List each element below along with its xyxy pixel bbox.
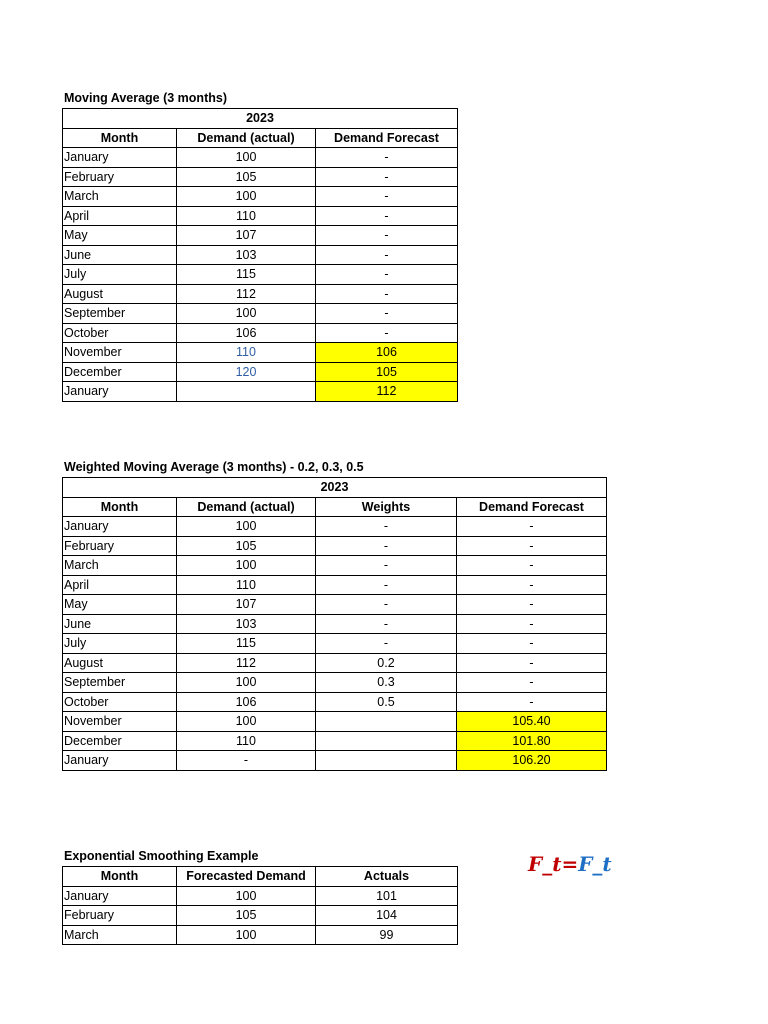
month-cell: September <box>63 304 177 324</box>
actual-cell: 100 <box>177 187 316 207</box>
actual-cell: 104 <box>316 906 458 926</box>
month-cell: November <box>63 343 177 363</box>
moving-average-title: Moving Average (3 months) <box>64 91 227 105</box>
month-cell: August <box>63 653 177 673</box>
month-cell: January <box>63 517 177 537</box>
column-header: Forecasted Demand <box>177 867 316 887</box>
weight-cell <box>316 751 457 771</box>
actual-cell: 107 <box>177 595 316 615</box>
forecast-cell: - <box>457 692 607 712</box>
column-header: Month <box>63 497 177 517</box>
table-row <box>63 731 607 751</box>
month-cell: January <box>63 751 177 771</box>
moving-average-table <box>62 108 458 402</box>
table-row <box>63 148 458 168</box>
table-row <box>63 323 458 343</box>
table-row <box>63 925 458 945</box>
column-header: Month <box>63 128 177 148</box>
forecast-cell: - <box>457 595 607 615</box>
table-row <box>63 653 607 673</box>
month-cell: December <box>63 362 177 382</box>
actual-cell: 120 <box>177 362 316 382</box>
table-row <box>63 517 607 537</box>
exponential-smoothing-title: Exponential Smoothing Example <box>64 849 259 863</box>
actual-cell: 106 <box>177 692 316 712</box>
forecast-cell: 105.40 <box>457 712 607 732</box>
table-row <box>63 382 458 402</box>
column-header: Demand Forecast <box>457 497 607 517</box>
weighted-moving-average-table <box>62 477 607 771</box>
actual-cell: 100 <box>177 304 316 324</box>
weight-cell <box>316 731 457 751</box>
month-cell: October <box>63 323 177 343</box>
actual-cell: 100 <box>177 556 316 576</box>
month-cell: February <box>63 167 177 187</box>
table-row <box>63 634 607 654</box>
month-cell: July <box>63 634 177 654</box>
month-cell: January <box>63 148 177 168</box>
actual-cell: 115 <box>177 634 316 654</box>
forecast-cell: 105 <box>177 906 316 926</box>
table-row <box>63 284 458 304</box>
actual-cell: 105 <box>177 536 316 556</box>
table-row <box>63 712 607 732</box>
actual-cell: 112 <box>177 653 316 673</box>
table-row <box>63 187 458 207</box>
weight-cell: - <box>316 614 457 634</box>
month-cell: June <box>63 245 177 265</box>
formula-part-red: F_t= <box>528 852 579 876</box>
forecast-cell: - <box>316 284 458 304</box>
table-row <box>63 536 607 556</box>
forecast-cell: - <box>316 167 458 187</box>
year-header: 2023 <box>63 478 607 498</box>
year-header: 2023 <box>63 109 458 129</box>
forecast-cell: - <box>457 634 607 654</box>
month-cell: September <box>63 673 177 693</box>
actual-cell: - <box>177 751 316 771</box>
forecast-cell: 106.20 <box>457 751 607 771</box>
actual-cell <box>177 382 316 402</box>
month-cell: December <box>63 731 177 751</box>
actual-cell: 110 <box>177 343 316 363</box>
forecast-cell: - <box>316 226 458 246</box>
weight-cell: 0.3 <box>316 673 457 693</box>
actual-cell: 110 <box>177 575 316 595</box>
table-row <box>63 226 458 246</box>
weighted-moving-average-title: Weighted Moving Average (3 months) - 0.2, 0.3, 0.5 <box>64 460 364 474</box>
actual-cell: 110 <box>177 206 316 226</box>
weight-cell: - <box>316 536 457 556</box>
actual-cell: 103 <box>177 245 316 265</box>
table-row <box>63 886 458 906</box>
forecast-cell: - <box>316 187 458 207</box>
forecast-cell: - <box>457 517 607 537</box>
forecast-cell: - <box>316 304 458 324</box>
exponential-smoothing-table <box>62 866 458 945</box>
weight-cell: 0.5 <box>316 692 457 712</box>
actual-cell: 100 <box>177 673 316 693</box>
month-cell: May <box>63 595 177 615</box>
month-cell: January <box>63 886 177 906</box>
table-row <box>63 614 607 634</box>
actual-cell: 100 <box>177 712 316 732</box>
month-cell: April <box>63 206 177 226</box>
table-row <box>63 673 607 693</box>
actual-cell: 101 <box>316 886 458 906</box>
month-cell: October <box>63 692 177 712</box>
forecast-cell: 101.80 <box>457 731 607 751</box>
month-cell: March <box>63 187 177 207</box>
forecast-cell: - <box>316 323 458 343</box>
month-cell: March <box>63 556 177 576</box>
table-row <box>63 575 607 595</box>
table-row <box>63 556 607 576</box>
table-row <box>63 245 458 265</box>
actual-cell: 112 <box>177 284 316 304</box>
table-row <box>63 595 607 615</box>
forecast-cell: - <box>457 614 607 634</box>
table-row <box>63 265 458 285</box>
forecast-cell: 105 <box>316 362 458 382</box>
actual-cell: 100 <box>177 148 316 168</box>
column-header: Actuals <box>316 867 458 887</box>
column-header: Weights <box>316 497 457 517</box>
forecast-cell: - <box>316 206 458 226</box>
forecast-cell: 112 <box>316 382 458 402</box>
weight-cell: - <box>316 595 457 615</box>
forecast-cell: - <box>457 575 607 595</box>
table-row <box>63 167 458 187</box>
actual-cell: 100 <box>177 517 316 537</box>
month-cell: August <box>63 284 177 304</box>
weight-cell <box>316 712 457 732</box>
actual-cell: 103 <box>177 614 316 634</box>
actual-cell: 99 <box>316 925 458 945</box>
column-header: Month <box>63 867 177 887</box>
forecast-cell: - <box>457 673 607 693</box>
forecast-cell: - <box>316 148 458 168</box>
month-cell: June <box>63 614 177 634</box>
month-cell: April <box>63 575 177 595</box>
column-header: Demand Forecast <box>316 128 458 148</box>
forecast-cell: - <box>457 536 607 556</box>
forecast-cell: - <box>457 556 607 576</box>
forecast-cell: 100 <box>177 925 316 945</box>
weight-cell: - <box>316 575 457 595</box>
actual-cell: 115 <box>177 265 316 285</box>
forecast-cell: 100 <box>177 886 316 906</box>
table-row <box>63 362 458 382</box>
weight-cell: - <box>316 556 457 576</box>
actual-cell: 106 <box>177 323 316 343</box>
month-cell: February <box>63 906 177 926</box>
weight-cell: 0.2 <box>316 653 457 673</box>
actual-cell: 107 <box>177 226 316 246</box>
table-row <box>63 343 458 363</box>
table-row <box>63 751 607 771</box>
formula-image <box>528 852 612 876</box>
table-row <box>63 692 607 712</box>
month-cell: May <box>63 226 177 246</box>
month-cell: January <box>63 382 177 402</box>
column-header: Demand (actual) <box>177 128 316 148</box>
month-cell: March <box>63 925 177 945</box>
month-cell: November <box>63 712 177 732</box>
forecast-cell: - <box>316 265 458 285</box>
weight-cell: - <box>316 517 457 537</box>
table-row <box>63 906 458 926</box>
actual-cell: 110 <box>177 731 316 751</box>
forecast-cell: 106 <box>316 343 458 363</box>
forecast-cell: - <box>316 245 458 265</box>
forecast-cell: - <box>457 653 607 673</box>
table-row <box>63 206 458 226</box>
table-row <box>63 304 458 324</box>
formula-part-blue: F_t <box>578 852 612 876</box>
weight-cell: - <box>316 634 457 654</box>
month-cell: February <box>63 536 177 556</box>
actual-cell: 105 <box>177 167 316 187</box>
month-cell: July <box>63 265 177 285</box>
column-header: Demand (actual) <box>177 497 316 517</box>
